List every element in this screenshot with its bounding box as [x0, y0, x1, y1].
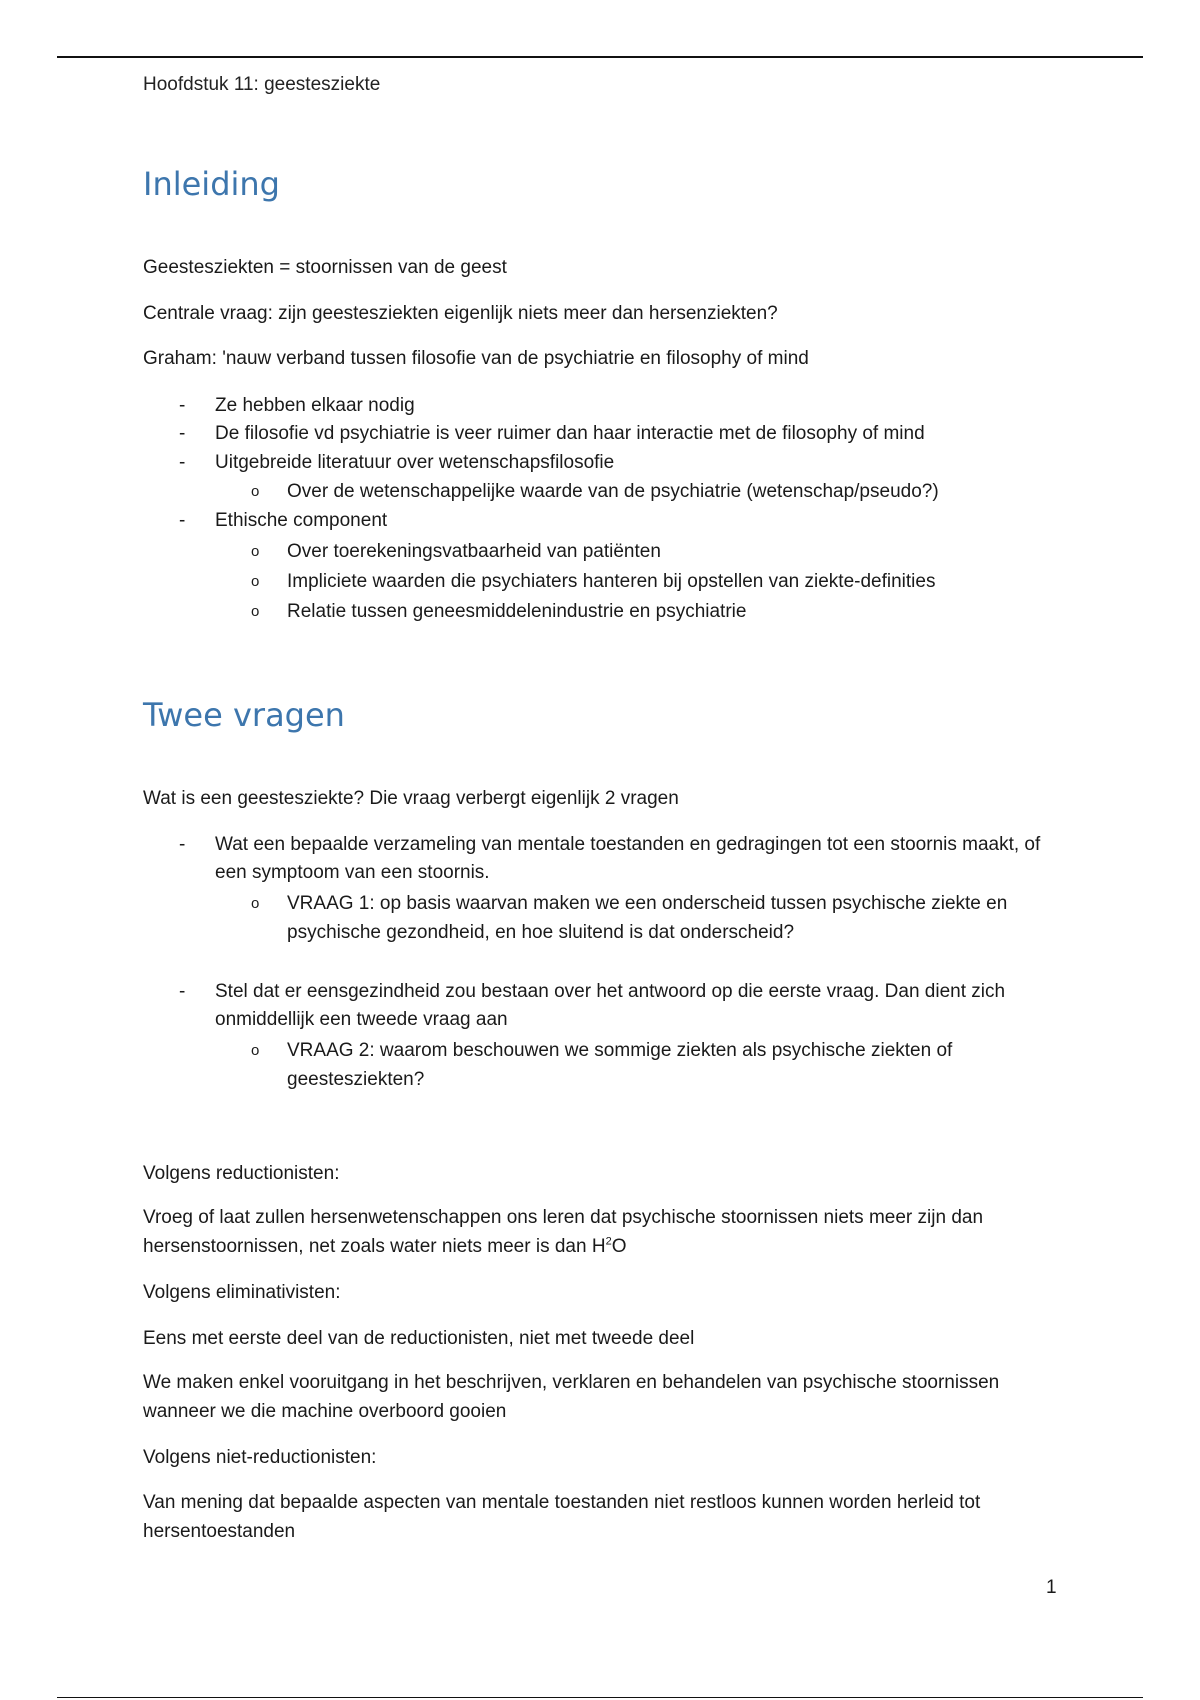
- superscript: 2: [605, 1235, 612, 1248]
- sub-bullet-marker: o: [251, 483, 260, 500]
- paragraph: Geestesziekten = stoornissen van de geest: [143, 257, 507, 278]
- sub-list-item-text: Impliciete waarden die psychiaters hanteren bij opstellen van ziekte-definities: [287, 571, 936, 592]
- paragraph: We maken enkel vooruitgang in het beschrijven, verklaren en behandelen van psychische stoornissen wanneer we die machine overboord gooien: [143, 1372, 1000, 1422]
- list-item-text: De filosofie vd psychiatrie is veer ruimer dan haar interactie met de filosophy of mind: [215, 423, 925, 444]
- bullet-marker: -: [179, 423, 186, 444]
- paragraph: Centrale vraag: zijn geestesziekten eigenlijk niets meer dan hersenziekten?: [143, 303, 778, 324]
- bullet-marker: -: [179, 395, 186, 416]
- paragraph-label: Volgens reductionisten:: [143, 1163, 340, 1184]
- paragraph-text: Vroeg of laat zullen hersenwetenschappen ons leren dat psychische stoornissen niets meer zijn dan hersenstoornissen, net zoals water niets meer is dan H: [143, 1207, 984, 1257]
- paragraph-label: Volgens niet-reductionisten:: [143, 1447, 377, 1468]
- bullet-marker: -: [179, 452, 186, 473]
- list-item-text: Ze hebben elkaar nodig: [215, 395, 415, 416]
- paragraph: Van mening dat bepaalde aspecten van mentale toestanden niet restloos kunnen worden herleid tot hersentoestanden: [143, 1492, 981, 1542]
- bullet-marker: -: [179, 834, 186, 855]
- sub-bullet-marker: o: [251, 1042, 260, 1059]
- sub-bullet-marker: o: [251, 573, 260, 590]
- page-number: 1: [1046, 1577, 1057, 1598]
- paragraph: Eens met eerste deel van de reductionisten, niet met tweede deel: [143, 1328, 695, 1349]
- paragraph: [143, 1203, 1063, 1261]
- paragraph: Wat is een geestesziekte? Die vraag verbergt eigenlijk 2 vragen: [143, 788, 679, 809]
- list-item-text: Wat een bepaalde verzameling van mentale toestanden en gedragingen tot een stoornis maakt, of een symptoom van een stoornis.: [215, 834, 1041, 883]
- sub-list-item-text: VRAAG 1: op basis waarvan maken we een onderscheid tussen psychische ziekte en psychische gezondheid, en hoe sluitend is dat onderscheid?: [287, 893, 1008, 943]
- sub-list-item-text: Relatie tussen geneesmiddelenindustrie en psychiatrie: [287, 601, 747, 622]
- sub-bullet-marker: o: [251, 603, 260, 620]
- page-header: Hoofdstuk 11: geestesziekte: [143, 74, 381, 95]
- heading-inleiding: Inleiding: [143, 165, 280, 203]
- sub-bullet-marker: o: [251, 543, 260, 560]
- list-item-text: Stel dat er eensgezindheid zou bestaan over het antwoord op die eerste vraag. Dan dient zich onmiddellijk een tweede vraag aan: [215, 981, 1006, 1030]
- paragraph-text-end: O: [611, 1236, 627, 1257]
- bullet-marker: -: [179, 510, 186, 531]
- sub-bullet-marker: o: [251, 895, 260, 912]
- paragraph: Graham: 'nauw verband tussen filosofie van de psychiatrie en filosophy of mind: [143, 348, 809, 369]
- sub-list-item-text: VRAAG 2: waarom beschouwen we sommige ziekten als psychische ziekten of geestesziekten?: [287, 1040, 953, 1090]
- top-rule: [57, 56, 1143, 58]
- sub-list-item-text: Over toerekeningsvatbaarheid van patiënten: [287, 541, 661, 562]
- sub-list-item-text: Over de wetenschappelijke waarde van de psychiatrie (wetenschap/pseudo?): [287, 481, 939, 502]
- bottom-rule: [57, 1697, 1143, 1698]
- bullet-marker: -: [179, 981, 186, 1002]
- list-item-text: Ethische component: [215, 510, 388, 531]
- paragraph-label: Volgens eliminativisten:: [143, 1282, 341, 1303]
- list-item-text: Uitgebreide literatuur over wetenschapsfilosofie: [215, 452, 615, 473]
- heading-twee-vragen: Twee vragen: [143, 696, 345, 734]
